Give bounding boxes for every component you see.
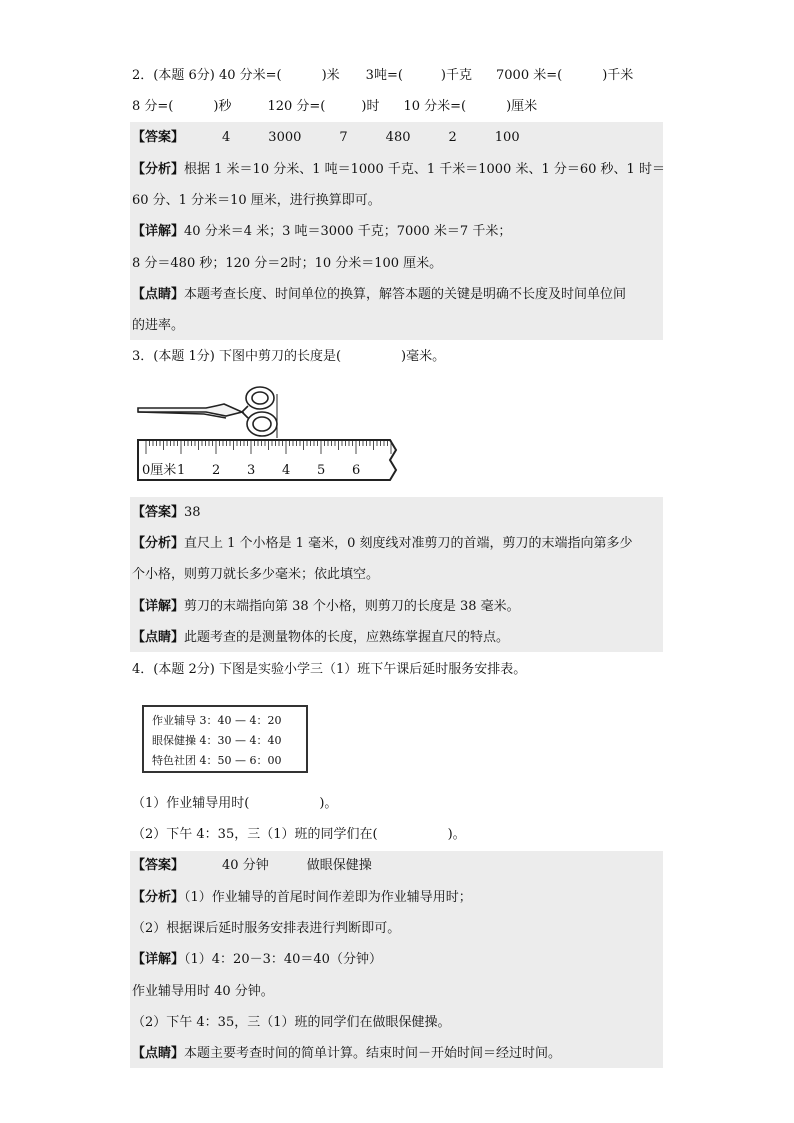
q2-unit-1: )米 (321, 68, 340, 83)
schedule-row: 作业辅导 3：40 — 4：20 (152, 714, 282, 727)
ruler-label: 5 (317, 463, 326, 478)
q2-unit-5: )时 (361, 99, 380, 114)
q4-analysis-2: （2）根据课后延时服务安排表进行判断即可。 (132, 921, 401, 936)
q3-analysis-text: 直尺上 1 个小格是 1 毫米，0 刻度线对准剪刀的首端，剪刀的末端指向第多少 (184, 536, 633, 551)
q2-answer-2: 3000 (268, 130, 302, 145)
q2-detail-1 (132, 222, 511, 242)
point-label: 【点睛】 (132, 287, 185, 302)
q3-point-text: 此题考查的是测量物体的长度，应熟练掌握直尺的特点。 (184, 630, 510, 645)
q2-detail-text: 40 分米＝4 米；3 吨＝3000 千克；7000 米＝7 千米； (184, 224, 512, 239)
q3-detail (132, 597, 520, 617)
q2-answer-1: 4 (222, 130, 231, 145)
ruler-label: 6 (352, 463, 361, 478)
q2-detail-2: 8 分＝480 秒；120 分＝2时；10 分米＝100 厘米。 (132, 256, 443, 271)
q3-answer (132, 503, 201, 523)
q3-analysis-2: 个小格，则剪刀就长多少毫米；依此填空。 (132, 567, 380, 582)
q2-analysis-1 (132, 160, 665, 180)
q2-analysis-text: 根据 1 米＝10 分米、1 吨＝1000 千克、1 千米＝1000 米、1 分＝60 秒、1 时＝ (184, 162, 665, 177)
q2-point-1 (132, 285, 626, 305)
detail-label: 【详解】 (132, 952, 185, 967)
q3-answer-value: 38 (184, 505, 201, 520)
scissors-icon (138, 387, 277, 438)
q4-point (132, 1044, 561, 1064)
q3-title: 3．(本题 1分) 下图中剪刀的长度是( (132, 349, 342, 364)
q2-unit-2: )千克 (440, 68, 472, 83)
schedule-row: 眼保健操 4：30 — 4：40 (152, 734, 282, 747)
q2-point-2: 的进率。 (132, 318, 185, 333)
point-label: 【点睛】 (132, 630, 185, 645)
q2-title-line (132, 66, 633, 86)
q4-analysis-1 (132, 888, 472, 908)
q4-analysis-text: （1）作业辅导的首尾时间作差即为作业辅导用时； (184, 890, 472, 905)
q4-answer (132, 856, 372, 876)
answer-label: 【答案】 (132, 130, 185, 145)
schedule-table (142, 705, 308, 773)
schedule-row: 特色社团 4：50 — 6：00 (152, 754, 282, 767)
q2-item-6: 10 分米=( (403, 99, 467, 114)
q4-answer-2: 做眼保健操 (306, 858, 372, 873)
ruler-label: 0厘米 (142, 463, 177, 478)
q3-detail-text: 剪刀的末端指向第 38 个小格，则剪刀的长度是 38 毫米。 (184, 599, 520, 614)
q2-answer-3: 7 (339, 130, 348, 145)
answer-label: 【答案】 (132, 505, 185, 520)
ruler-label: 2 (212, 463, 221, 478)
ruler-label: 3 (247, 463, 256, 478)
answer-label: 【答案】 (132, 858, 185, 873)
q3-point (132, 628, 509, 648)
q2-point-text: 本题考查长度、时间单位的换算，解答本题的关键是明确不长度及时间单位间 (184, 287, 627, 302)
q2-unit-4: )秒 (213, 99, 232, 114)
q2-analysis-2: 60 分、1 分米＝10 厘米，进行换算即可。 (132, 193, 381, 208)
q4-sub1-text: （1）作业辅导用时( (132, 796, 250, 811)
q4-answer-1: 40 分钟 (222, 858, 269, 873)
point-label: 【点睛】 (132, 1046, 185, 1061)
q2-answer-6: 100 (494, 130, 520, 145)
analysis-label: 【分析】 (132, 536, 185, 551)
q2-item-3: 7000 米=( (496, 68, 563, 83)
q3-title-end: )毫米。 (401, 349, 446, 364)
q4-point-text: 本题主要考查时间的简单计算。结束时间－开始时间＝经过时间。 (184, 1046, 562, 1061)
scissors-ruler-figure (134, 378, 402, 488)
q2-item-5: 120 分=( (267, 99, 326, 114)
q2-item-2: 3吨=( (365, 68, 403, 83)
q2-answer-4: 480 (385, 130, 411, 145)
q4-sub2 (132, 825, 466, 845)
q2-unit-3: )千米 (602, 68, 634, 83)
detail-label: 【详解】 (132, 224, 185, 239)
q2-answer-5: 2 (448, 130, 457, 145)
q4-detail-1 (132, 950, 382, 970)
q3-title-line (132, 347, 445, 367)
analysis-label: 【分析】 (132, 162, 185, 177)
q4-title: 4．(本题 2分) 下图是实验小学三（1）班下午课后延时服务安排表。 (132, 662, 527, 677)
ruler-label: 1 (177, 463, 186, 478)
q4-detail-text: （1）4：20－3：40＝40（分钟） (184, 952, 382, 967)
ruler-label: 4 (282, 463, 291, 478)
q4-sub1 (132, 794, 337, 814)
q2-title: 2．(本题 6分) 40 分米=( (132, 68, 282, 83)
q4-detail-2: 作业辅导用时 40 分钟。 (132, 984, 274, 999)
q3-analysis-1 (132, 534, 633, 554)
q4-sub2-end: )。 (447, 827, 466, 842)
q2-answer (132, 128, 520, 148)
q2-row2 (132, 97, 537, 117)
q4-sub1-end: )。 (319, 796, 338, 811)
q2-item-4: 8 分=( (132, 99, 174, 114)
q4-sub2-text: （2）下午 4：35，三（1）班的同学们在( (132, 827, 378, 842)
q4-detail-3: （2）下午 4：35，三（1）班的同学们在做眼保健操。 (132, 1015, 451, 1030)
analysis-label: 【分析】 (132, 890, 185, 905)
detail-label: 【详解】 (132, 599, 185, 614)
q2-unit-6: )厘米 (506, 99, 538, 114)
